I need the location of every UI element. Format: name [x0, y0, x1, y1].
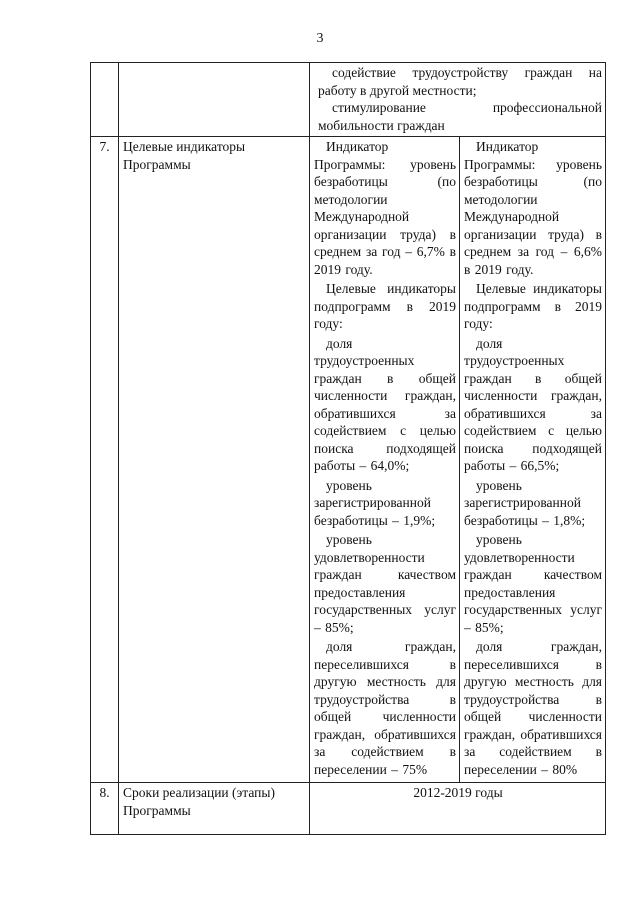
table-row-continuation — [91, 63, 606, 137]
indicator-text: уровень зарегистрированной безработицы – 1,8%; — [464, 477, 586, 528]
row-number: 8. — [91, 783, 119, 835]
indicator-text: Индикатор Программы: уровень безработицы (по методологии Международной организации труда) в среднем за год – 6,7% в 2019 году. — [314, 139, 456, 277]
indicator-text: уровень зарегистрированной безработицы – 1,9%; — [314, 477, 436, 528]
row-number: 7. — [91, 137, 119, 783]
indicator-text: доля граждан, переселившихся в другую местность для трудоустройства в общей численности граждан, обратившихся за содействием в переселении – 75% — [314, 639, 456, 777]
timeline-value: 2012-2019 годы — [310, 783, 606, 835]
task-line: стимулирование профессиональной мобильности граждан — [318, 100, 603, 133]
indicator-text: уровень удовлетворенности граждан качеством предоставления государственных услуг – 85%; — [464, 532, 603, 635]
row-label: Сроки реализации (этапы) Программы — [119, 783, 310, 835]
page-number: 3 — [316, 31, 324, 46]
indicators-column-a — [310, 137, 460, 783]
indicator-text: Целевые индикаторы подпрограмм в 2019 году: — [314, 281, 456, 331]
indicator-text: Целевые индикаторы подпрограмм в 2019 году: — [464, 281, 603, 331]
table-row-indicators — [91, 137, 606, 783]
row-label: Целевые индикаторы Программы — [119, 137, 310, 783]
row-number — [91, 63, 119, 137]
row-label — [119, 63, 310, 137]
program-passport-table — [90, 62, 606, 835]
table-row-timeline — [91, 783, 606, 835]
indicator-text: уровень удовлетворенности граждан качеством предоставления государственных услуг – 85%; — [314, 532, 456, 635]
indicator-text: Индикатор Программы: уровень безработицы (по методологии Международной организации труда) в среднем за год – 6,6% в 2019 году. — [464, 139, 603, 277]
indicator-text: доля трудоустроенных граждан в общей численности граждан, обратившихся за содействием с целью поиска подходящей работы – 66,5%; — [464, 335, 603, 473]
indicators-column-b — [460, 137, 606, 783]
indicator-text: доля трудоустроенных граждан в общей численности граждан, обратившихся за содействием с целью поиска подходящей работы – 64,0%; — [314, 335, 456, 473]
task-line: содействие трудоустройству граждан на работу в другой местности; — [318, 65, 603, 98]
indicator-text: доля граждан, переселившихся в другую местность для трудоустройства в общей численности граждан, обратившихся за содействием в переселении – 80% — [464, 639, 603, 777]
tasks-cell — [310, 63, 606, 137]
